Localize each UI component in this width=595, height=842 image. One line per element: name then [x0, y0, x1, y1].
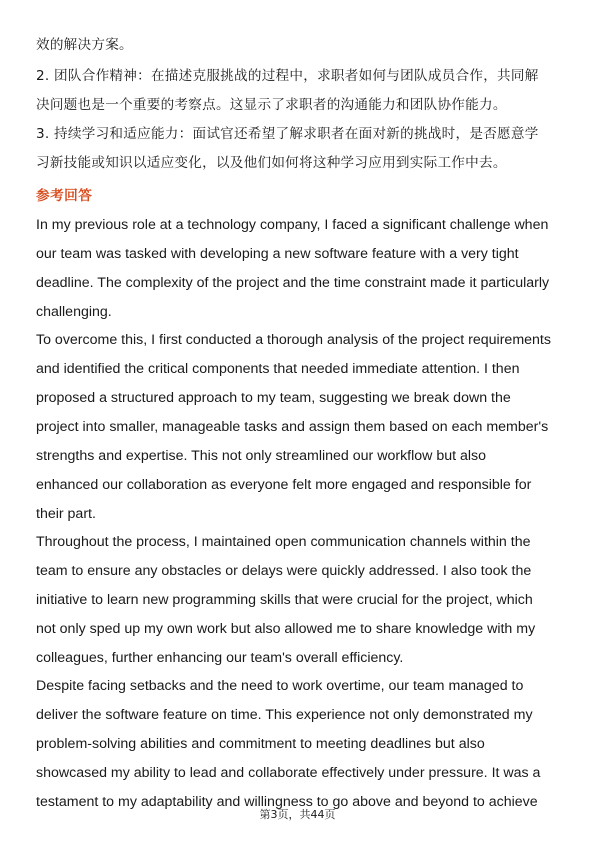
- answer-line: To overcome this, I first conducted a thorough analysis of the project requirements: [36, 332, 551, 348]
- criteria-line: 效的解决方案。: [36, 37, 133, 53]
- page-number: 第3页，共44页: [259, 808, 336, 821]
- answer-line: initiative to learn new programming skills that were crucial for the project, which: [36, 592, 533, 608]
- criteria-line: 3. 持续学习和适应能力：面试官还希望了解求职者在面对新的挑战时，是否愿意学: [36, 126, 539, 142]
- answer-line: and identified the critical components that needed immediate attention. I then: [36, 361, 520, 377]
- answer-line: their part.: [36, 506, 96, 522]
- answer-line: showcased my ability to lead and collaborate effectively under pressure. It was a: [36, 765, 541, 781]
- answer-line: challenging.: [36, 304, 112, 320]
- answer-line: Despite facing setbacks and the need to work overtime, our team managed to: [36, 678, 524, 694]
- answer-line: Throughout the process, I maintained open communication channels within the: [36, 534, 531, 550]
- answer-line: team to ensure any obstacles or delays were quickly addressed. I also took the: [36, 563, 532, 579]
- answer-line: In my previous role at a technology company, I faced a significant challenge when: [36, 217, 549, 233]
- answer-line: testament to my adaptability and willingness to go above and beyond to achieve: [36, 794, 538, 810]
- answer-line: proposed a structured approach to my team, suggesting we break down the: [36, 390, 511, 406]
- answer-line: enhanced our collaboration as everyone felt more engaged and responsible for: [36, 477, 532, 493]
- answer-line: deliver the software feature on time. This experience not only demonstrated my: [36, 707, 533, 723]
- answer-line: problem-solving abilities and commitment to meeting deadlines but also: [36, 736, 485, 752]
- criteria-line: 2. 团队合作精神：在描述克服挑战的过程中，求职者如何与团队成员合作，共同解: [36, 68, 539, 84]
- answer-line: colleagues, further enhancing our team's overall efficiency.: [36, 650, 404, 666]
- answer-line: our team was tasked with developing a new software feature with a very tight: [36, 246, 519, 262]
- answer-line: project into smaller, manageable tasks and assign them based on each member's: [36, 419, 549, 435]
- answer-line: strengths and expertise. This not only streamlined our workflow but also: [36, 448, 487, 464]
- answer-line: not only sped up my own work but also allowed me to share knowledge with my: [36, 621, 536, 637]
- criteria-line: 习新技能或知识以适应变化，以及他们如何将这种学习应用到实际工作中去。: [36, 155, 507, 171]
- section-heading: 参考回答: [36, 188, 93, 204]
- criteria-line: 决问题也是一个重要的考察点。这显示了求职者的沟通能力和团队协作能力。: [36, 97, 507, 113]
- answer-line: deadline. The complexity of the project and the time constraint made it particularly: [36, 275, 550, 291]
